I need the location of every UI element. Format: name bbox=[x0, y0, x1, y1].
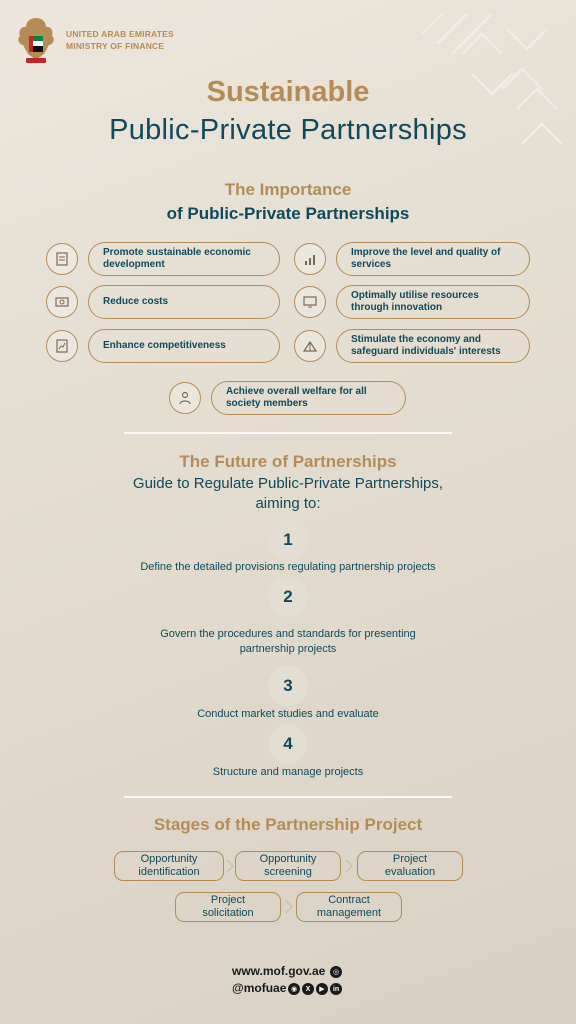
importance-label: Enhance competitiveness bbox=[88, 329, 280, 363]
future-subheading-line2: aiming to: bbox=[255, 495, 321, 512]
header-line2: MINISTRY OF FINANCE bbox=[66, 41, 165, 51]
importance-label: Optimally utilise resources through innovation bbox=[336, 285, 530, 319]
youtube-icon[interactable]: ▶ bbox=[316, 983, 328, 995]
header-line1: UNITED ARAB EMIRATES bbox=[66, 29, 174, 39]
importance-label: Achieve overall welfare for all society members bbox=[211, 381, 406, 415]
report-icon bbox=[46, 330, 78, 362]
future-subheading-line1: Guide to Regulate Public-Private Partnerships, bbox=[132, 475, 444, 492]
stage-line1: Project bbox=[392, 853, 428, 865]
stage-box bbox=[235, 851, 341, 881]
stage-line2: solicitation bbox=[202, 907, 254, 919]
title-line2: Public-Private Partnerships bbox=[109, 114, 467, 146]
header bbox=[14, 14, 174, 66]
tent-icon bbox=[294, 330, 326, 362]
screen-icon bbox=[294, 286, 326, 318]
step-text: Structure and manage projects bbox=[212, 766, 364, 778]
uae-emblem-icon bbox=[14, 14, 58, 66]
future-subheading bbox=[0, 474, 576, 514]
stage-line1: Project bbox=[210, 894, 246, 906]
stage-box bbox=[357, 851, 463, 881]
step-text-line1: Govern the procedures and standards for presenting bbox=[160, 628, 416, 640]
importance-label: Improve the level and quality of services bbox=[336, 242, 530, 276]
stage-line1: Opportunity bbox=[259, 853, 317, 865]
stage-line1: Opportunity bbox=[140, 853, 198, 865]
stage-box bbox=[296, 892, 402, 922]
importance-heading2: of Public-Private Partnerships bbox=[166, 204, 410, 223]
title-line1: Sustainable bbox=[206, 76, 370, 108]
stage-line2: identification bbox=[138, 866, 200, 878]
divider bbox=[124, 432, 452, 434]
stage-line2: screening bbox=[264, 866, 312, 878]
chevron-right-icon bbox=[225, 859, 235, 873]
linkedin-icon[interactable]: in bbox=[330, 983, 342, 995]
step-text-line2: partnership projects bbox=[239, 643, 337, 655]
globe-icon[interactable]: ◎ bbox=[330, 966, 342, 978]
importance-label: Promote sustainable economic development bbox=[88, 242, 280, 276]
instagram-icon[interactable]: ◉ bbox=[288, 983, 300, 995]
step-number: 3 bbox=[268, 666, 308, 706]
step-text: Define the detailed provisions regulating partnership projects bbox=[140, 561, 436, 573]
chevron-right-icon bbox=[344, 859, 354, 873]
importance-label: Reduce costs bbox=[88, 285, 280, 319]
future-heading: The Future of Partnerships bbox=[179, 452, 397, 471]
chart-icon bbox=[294, 243, 326, 275]
importance-label: Stimulate the economy and safeguard individuals' interests bbox=[336, 329, 530, 363]
stage-line2: management bbox=[316, 907, 382, 919]
chevron-right-icon bbox=[284, 900, 294, 914]
person-icon bbox=[169, 382, 201, 414]
social-handle[interactable]: @mofuae bbox=[232, 981, 287, 995]
document-icon bbox=[46, 243, 78, 275]
step-number: 1 bbox=[268, 520, 308, 560]
step-text: Conduct market studies and evaluate bbox=[197, 708, 379, 720]
stage-line1: Contract bbox=[328, 894, 370, 906]
divider bbox=[124, 796, 452, 798]
step-number: 4 bbox=[268, 724, 308, 764]
stage-line2: evaluation bbox=[384, 866, 436, 878]
step-number: 2 bbox=[268, 577, 308, 617]
step-text bbox=[60, 627, 516, 657]
x-icon[interactable]: X bbox=[302, 983, 314, 995]
stages-heading: Stages of the Partnership Project bbox=[153, 815, 423, 834]
stage-box bbox=[175, 892, 281, 922]
stage-box bbox=[114, 851, 224, 881]
website-link[interactable]: www.mof.gov.ae bbox=[232, 964, 326, 978]
money-icon bbox=[46, 286, 78, 318]
importance-heading1: The Importance bbox=[224, 180, 352, 199]
